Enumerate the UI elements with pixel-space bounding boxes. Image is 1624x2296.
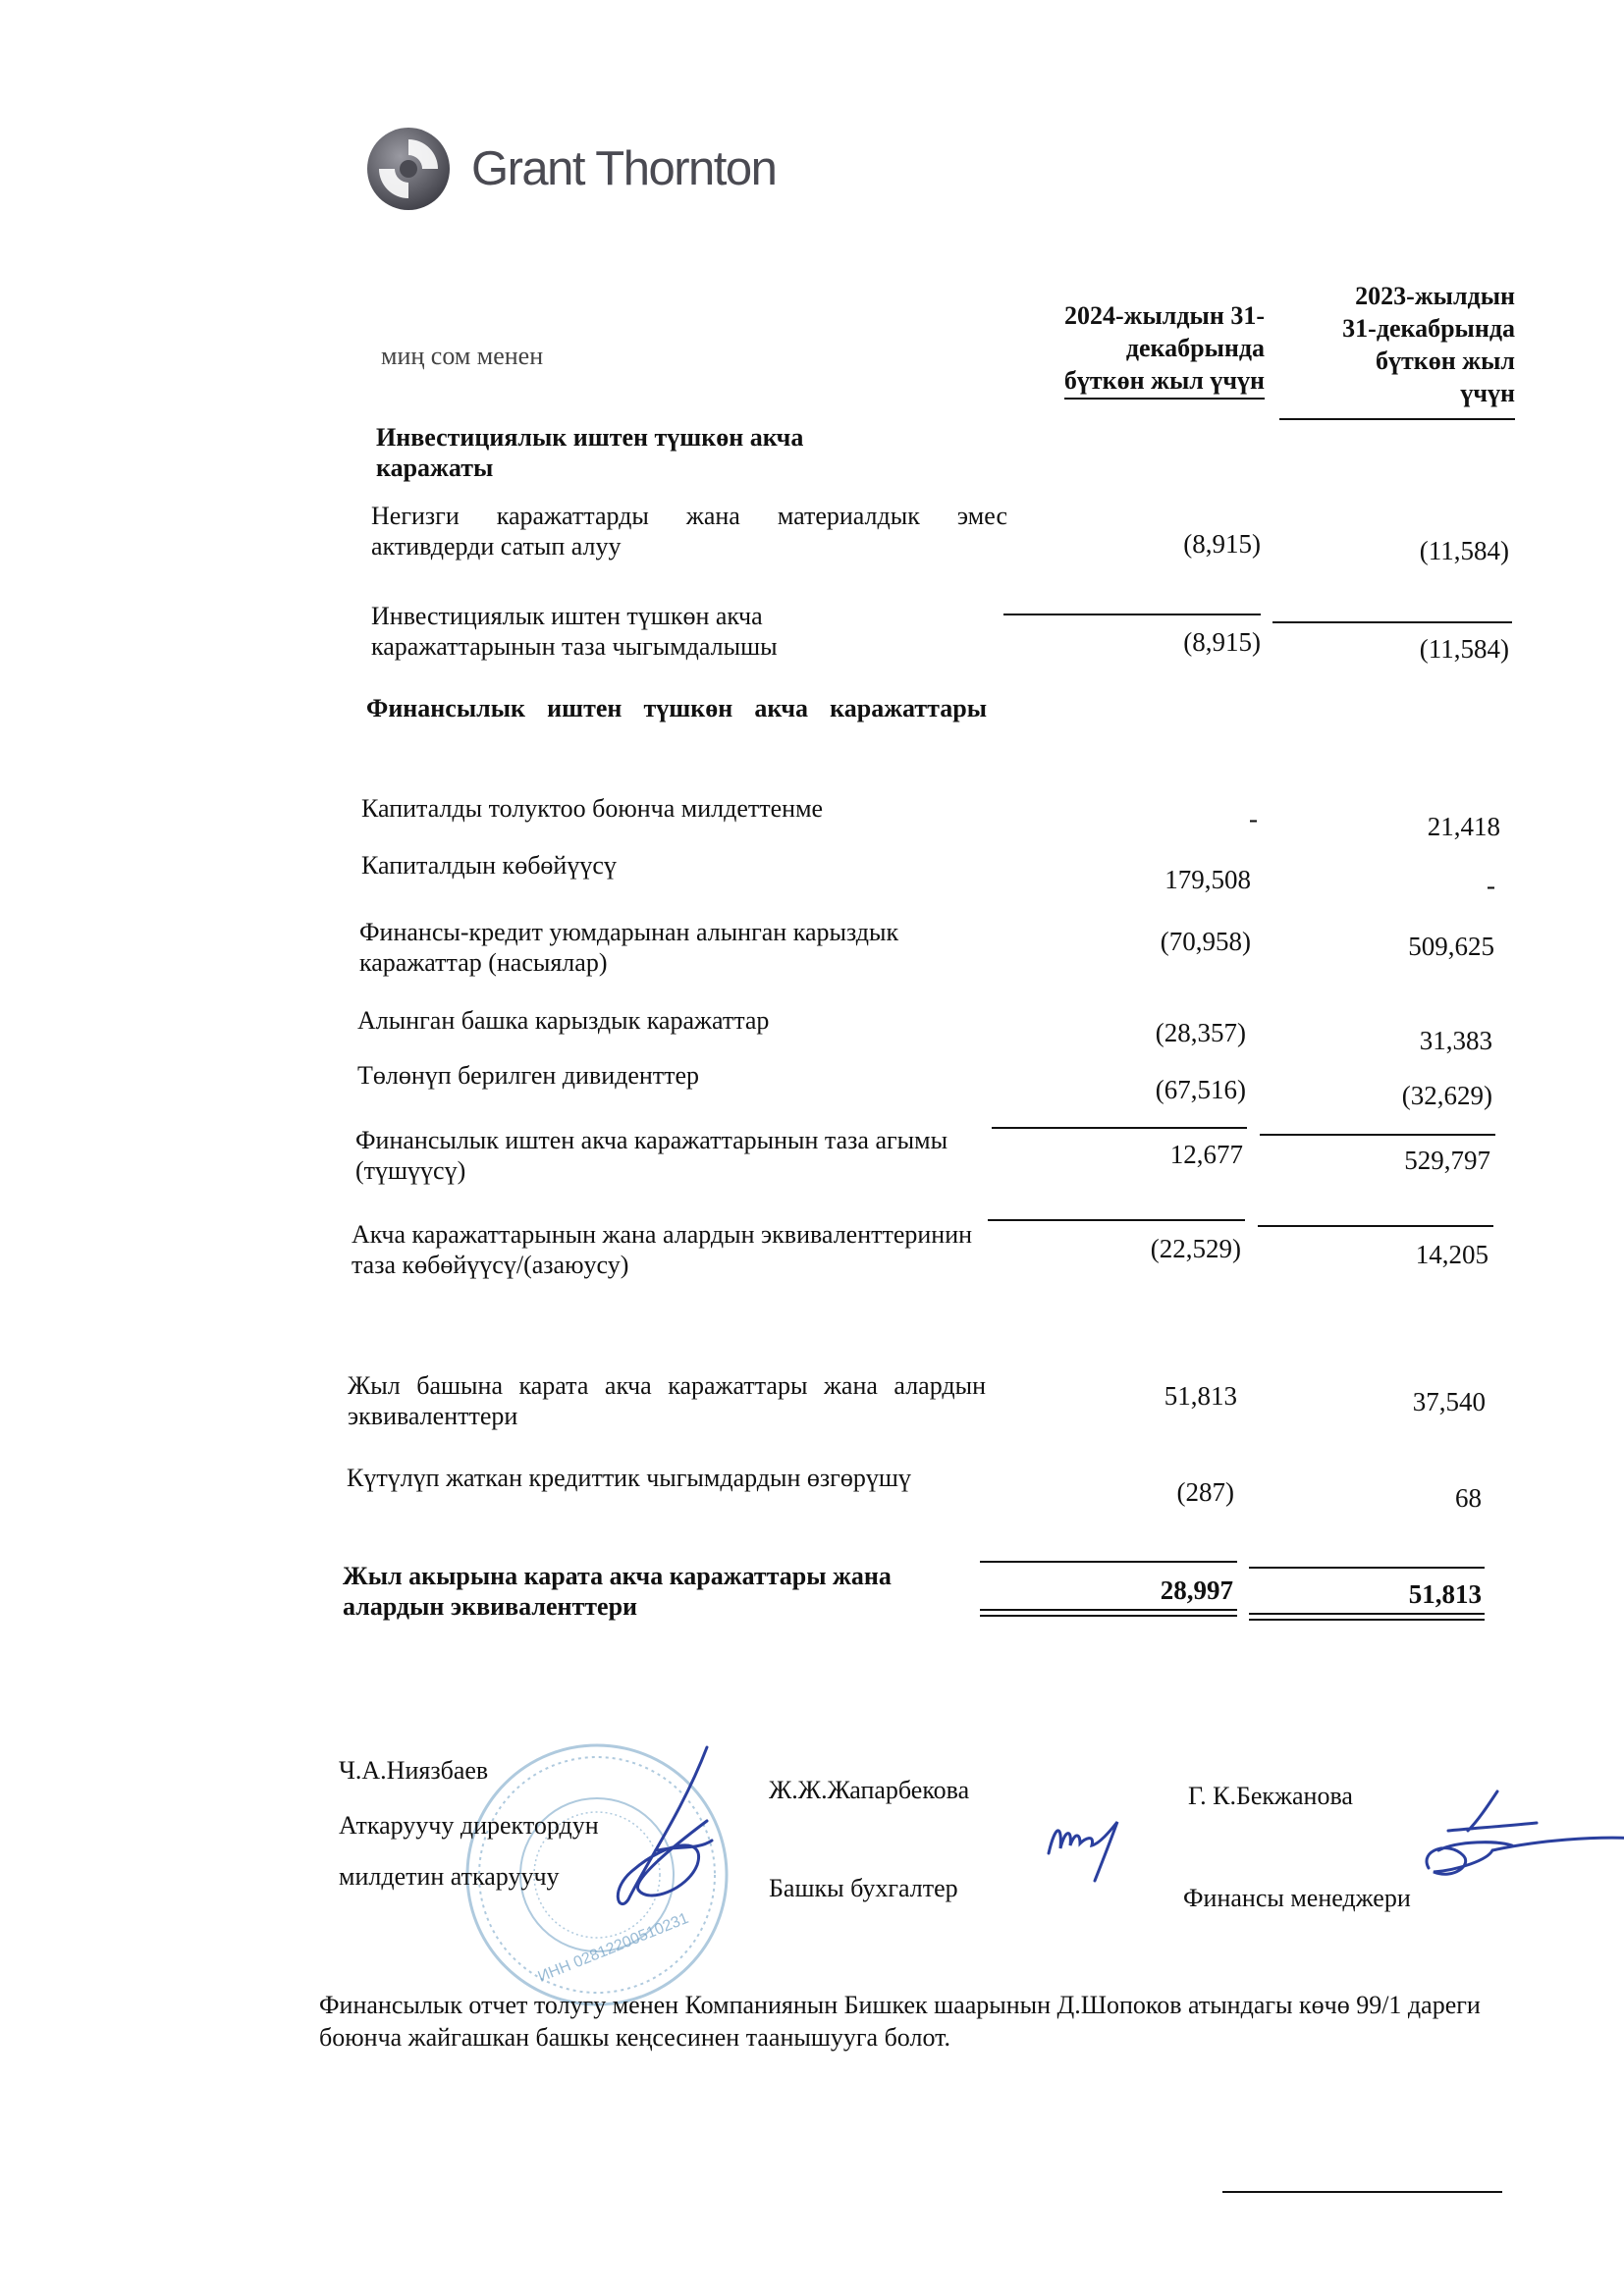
subtotal-rule: [1260, 1134, 1495, 1136]
row-label: Алынган башка карыздык каражаттар: [357, 1006, 770, 1035]
column-header-2023-line: бүткөн жыл: [1376, 347, 1515, 375]
row-value-2024: (67,516): [1155, 1075, 1246, 1104]
row-value-2024-total: 28,997: [1160, 1575, 1233, 1605]
subtotal-rule: [1003, 614, 1261, 615]
header-rule-2023: [1279, 418, 1515, 420]
row-value-2024: (8,915): [1183, 627, 1261, 657]
company-name: Grant Thornton: [471, 142, 777, 195]
column-header-2023-line: 31-декабрында: [1342, 314, 1515, 343]
row-label: Капиталды толуктоо боюнча милдеттенме: [361, 794, 824, 823]
row-value-2024: (70,958): [1160, 927, 1251, 956]
row-label: Финансылык иштен акча каражаттарынын таза агымы (түшүүсү): [355, 1126, 948, 1185]
total-rule: [1249, 1567, 1485, 1569]
signatory-name-finance-manager: Г. К.Бекжанова: [1188, 1782, 1353, 1810]
signatory-title-finance-manager: Финансы менеджери: [1183, 1884, 1411, 1912]
stamp-text: ИНН 02812200510231: [535, 1909, 691, 1986]
row-value-2024: (28,357): [1155, 1018, 1246, 1047]
row-label: Күтүлүп жаткан кредиттик чыгымдардын өзгөрүшү: [347, 1464, 911, 1492]
row-label: Төлөнүп берилген дивиденттер: [357, 1061, 700, 1090]
signatory-name-accountant: Ж.Ж.Жапарбекова: [769, 1776, 970, 1804]
signature-finance-manager-icon: [1419, 1782, 1624, 1890]
total-rule: [980, 1561, 1237, 1563]
row-label: Капиталдын көбөйүүсү: [361, 851, 617, 880]
column-header-2023: [1267, 280, 1515, 409]
row-label: Жыл башына карата акча каражаттары жана алардын эквиваленттери: [348, 1371, 986, 1430]
column-header-2023-line: 2023-жылдын: [1355, 282, 1515, 310]
signature-accountant-icon: [1041, 1804, 1149, 1883]
row-label: Негизги каражаттарды жана материалдык эмес активдерди сатып алуу: [371, 502, 1007, 561]
row-value-2023: 21,418: [1427, 812, 1500, 841]
row-label: Финансы-кредит уюмдарынан алынган карыздык каражаттар (насыялар): [359, 918, 899, 977]
column-header-2024-line: бүткөн жыл үчүн: [1064, 364, 1265, 400]
signatory-title-director-line2: милдетин аткаруучу: [339, 1862, 560, 1891]
signatory-title-director-line1: Аткаруучу директордун: [339, 1811, 599, 1840]
row-value-2023: (32,629): [1401, 1081, 1492, 1110]
row-value-2023: 31,383: [1419, 1026, 1492, 1055]
column-header-2024-line: 2024-жылдын 31-: [1064, 301, 1265, 330]
subtotal-rule: [992, 1127, 1247, 1129]
signatory-title-accountant: Башкы бухгалтер: [769, 1874, 958, 1902]
row-value-2023: (11,584): [1419, 536, 1509, 565]
row-value-2024: (22,529): [1150, 1234, 1241, 1263]
unit-label: миң сом менен: [381, 342, 544, 370]
total-double-rule: [1249, 1613, 1485, 1621]
section-heading-investing: Инвестициялык иштен түшкөн акча каражаты: [376, 423, 804, 482]
row-value-2023-total: 51,813: [1408, 1579, 1482, 1609]
grant-thornton-logo-icon: [365, 126, 452, 212]
row-label: Акча каражаттарынын жана алардын эквиваленттеринин таза көбөйүүсү/(азаюусу): [352, 1220, 973, 1279]
subtotal-rule: [1258, 1225, 1493, 1227]
row-value-2024: 51,813: [1164, 1381, 1237, 1411]
row-value-2023: -: [1487, 871, 1495, 900]
subtotal-rule: [988, 1219, 1245, 1221]
section-heading-financing: Финансылык иштен түшкөн акча каражаттары: [366, 694, 987, 722]
row-value-2023: 37,540: [1412, 1387, 1486, 1416]
signatory-name-director: Ч.А.Ниязбаев: [339, 1756, 489, 1785]
column-header-2023-line: үчүн: [1460, 379, 1515, 407]
row-value-2023: (11,584): [1419, 634, 1509, 664]
column-header-2024: [982, 299, 1265, 400]
row-value-2023: 14,205: [1415, 1240, 1489, 1269]
row-value-2024: (8,915): [1183, 529, 1261, 559]
company-logo: [365, 126, 776, 212]
signature-director-icon: [589, 1742, 746, 1919]
bottom-rule: [1222, 2191, 1502, 2193]
row-value-2024: 12,677: [1169, 1140, 1243, 1169]
row-value-2023: 68: [1455, 1483, 1482, 1513]
row-label-total: Жыл акырына карата акча каражаттары жана алардын эквиваленттери: [343, 1562, 892, 1621]
subtotal-rule: [1272, 621, 1512, 623]
row-label: Инвестициялык иштен түшкөн акча каражаттарынын таза чыгымдалышы: [371, 602, 778, 661]
row-value-2023: 509,625: [1408, 932, 1494, 961]
row-value-2024: 179,508: [1164, 865, 1251, 894]
total-double-rule: [980, 1609, 1237, 1617]
row-value-2024: -: [1249, 804, 1258, 833]
footnote: Финансылык отчет толугу менен Компаниянын Бишкек шаарынын Д.Шопоков атындагы көчө 99/1 дареги боюнча жайгашкан башкы кеңсесинен таанышууга болот.: [319, 1991, 1481, 2052]
row-value-2023: 529,797: [1404, 1146, 1490, 1175]
row-value-2024: (287): [1176, 1477, 1234, 1507]
column-header-2024-line: декабрында: [1125, 334, 1265, 362]
